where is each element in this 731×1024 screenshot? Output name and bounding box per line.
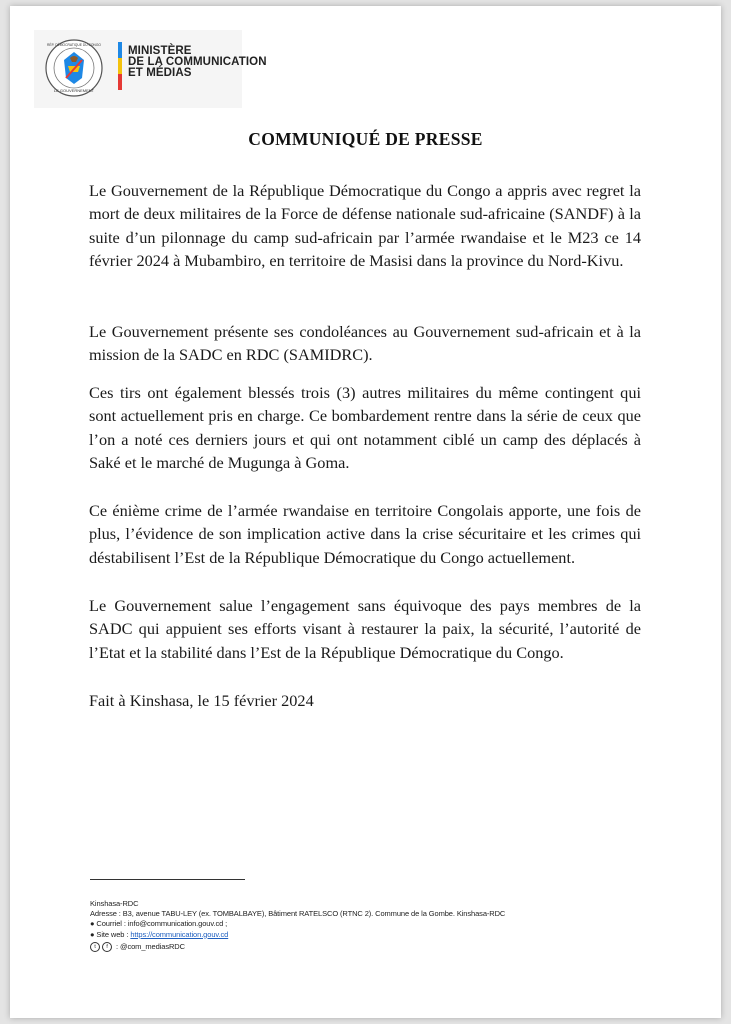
- ministry-name: [128, 46, 267, 79]
- flag-stripe-yellow: [118, 58, 122, 74]
- footer-email: ● Courriel : info@communication.gouv.cd ;: [90, 919, 228, 929]
- website-label: ● Site web :: [90, 929, 131, 939]
- paragraph: Ce énième crime de l’armée rwandaise en territoire Congolais apporte, une fois de plus, l’évidence de son implication active dans la crise sécuritaire et les crimes qui déstabilisent l’Est de la République Démocratique du Congo actuellement.: [89, 501, 641, 567]
- coat-of-arms-seal-icon: [44, 38, 104, 98]
- footer-address: Adresse : B3, avenue TABU-LEY (ex. TOMBALBAYE), Bâtiment RATELSCO (RTNC 2). Commune de la Gombe. Kinshasa-RDC: [90, 909, 506, 919]
- ministry-name-line: MINISTÈRE: [128, 45, 192, 57]
- twitter-icon[interactable]: t: [90, 942, 100, 952]
- document-title: COMMUNIQUÉ DE PRESSE: [248, 129, 483, 149]
- social-handle: : @com_mediasRDC: [115, 941, 185, 951]
- footer-website: [90, 930, 505, 940]
- flag-stripe-blue: [118, 42, 122, 58]
- signature-line: Fait à Kinshasa, le 15 février 2024: [89, 691, 314, 710]
- footer-city: Kinshasa-RDC: [90, 899, 139, 908]
- flag-stripe-red: [118, 74, 122, 90]
- svg-text:LE GOUVERNEMENT: LE GOUVERNEMENT: [53, 88, 95, 93]
- paragraph: Le Gouvernement salue l’engagement sans équivoque des pays membres de la SADC qui appuient ses efforts visant à restaurer la paix, la sécurité, l’autorité de l’Etat et la stabilité dans l’Est de la République Démocratique du Congo.: [89, 596, 641, 662]
- paragraph: Le Gouvernement présente ses condoléances au Gouvernement sud-africain et à la mission de la SADC en RDC (SAMIDRC).: [89, 322, 641, 365]
- footer-divider: [90, 879, 245, 880]
- facebook-icon[interactable]: f: [102, 942, 112, 952]
- footer: [90, 899, 505, 952]
- footer-social: [90, 942, 505, 952]
- flag-stripes: [118, 42, 122, 90]
- document-page: [10, 6, 721, 1018]
- svg-text:RÉP. DÉMOCRATIQUE DU CONGO: RÉP. DÉMOCRATIQUE DU CONGO: [47, 43, 101, 47]
- website-link[interactable]: https://communication.gouv.cd: [130, 929, 229, 939]
- paragraph: Ces tirs ont également blessés trois (3) autres militaires du même contingent qui sont actuellement pris en charge. Ce bombardement rentre dans la série de ceux que l’on a noté ces derniers jours et qui ont notamment ciblé un camp des déplacés à Saké et le marché de Mugunga à Goma.: [89, 383, 641, 472]
- paragraph: Le Gouvernement de la République Démocratique du Congo a appris avec regret la mort de deux militaires de la Force de défense nationale sud-africaine (SANDF) à la suite d’un pilonnage du camp sud-africain par l’armée rwandaise et le M23 ce 14 février 2024 à Mubambiro, en territoire de Masisi dans la province du Nord-Kivu.: [89, 181, 641, 270]
- ministry-name-line: ET MÉDIAS: [128, 67, 192, 79]
- ministry-logo: [34, 30, 267, 108]
- ministry-name-line: DE LA COMMUNICATION: [128, 56, 267, 68]
